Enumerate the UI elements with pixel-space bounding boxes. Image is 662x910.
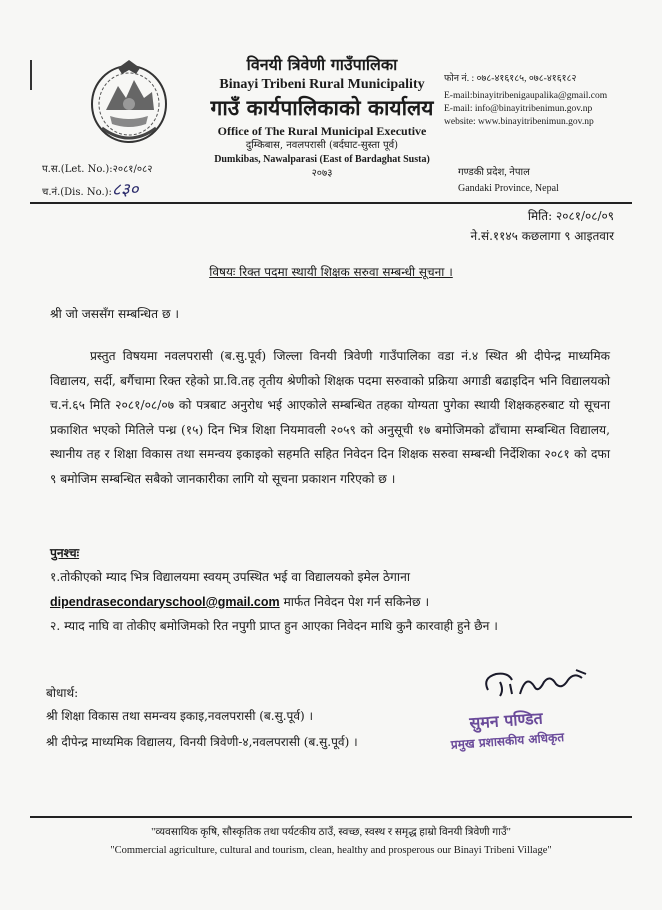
date-block: [471, 206, 614, 246]
province-np: गण्डकी प्रदेश, नेपाल: [458, 167, 530, 178]
office-name-en: Office of The Rural Municipal Executive: [217, 124, 427, 138]
email-primary: E-mail:binayitribenigaupalika@gmail.com: [444, 91, 608, 101]
dispatch-label: च.नं.(Dis. No.):: [42, 187, 112, 198]
item-1-text: १.तोकीएको म्याद भित्र विद्यालयमा स्वयम् उपस्थित भई वा विद्यालयको इमेल ठेगाना: [50, 570, 411, 584]
item-2: २. म्याद नाघि वा तोकीए बमोजिमको रित नपुगी प्राप्त हुन आएका निवेदन माथि कुनै कारवाही हुने छैन ।: [50, 619, 498, 633]
email-secondary: E-mail: info@binayitribenimun.gov.np: [444, 104, 593, 114]
school-email-link[interactable]: dipendrasecondaryschool@gmail.com: [50, 594, 280, 609]
letterhead-title: [192, 55, 452, 180]
subject-line: [0, 263, 662, 280]
margin-mark: [30, 60, 32, 90]
slogan-en: "Commercial agriculture, cultural and tourism, clean, healthy and prosperous our Binayi Tribeni Village": [110, 845, 552, 856]
footer-slogan: [0, 824, 662, 860]
notice-paragraph: प्रस्तुत विषयमा नवलपरासी (ब.सु.पूर्व) जिल्ला विनयी त्रिवेणी गाउँपालिका वडा नं.४ स्थित श्री दीपेन्द्र माध्यमिक विद्यालय, सर्दी, बर्गैचामा रिक्त रहेको प्रा.वि.तह तृतीय श्रेणीको शिक्षक पदमा सरुवाको प्रक्रिया अगाडी बढाइदिन भनि विद्यालयको च.नं.६५ मिति २०८१/०८/०७ को पत्रबाट अनुरोध भई आएकोले सम्बन्धित तहका योग्यता पुगेका स्थायी शिक्षकहरुबाट यो सूचना प्रकाशित भएको मितिले पन्ध्र (१५) दिन भित्र शिक्षा नियमावली २०५९ को अनुसूची १७ बमोजिमको ढाँचामा सम्बन्धित विद्यालय, स्थानीय तह र शिक्षा विकास तथा समन्वय इकाइको सहमति सहित निवेदन दिन शिक्षक सरुवा सम्बन्धी निर्देशिका २०८१ को दफा ९ बमोजिम सम्बन्धित सबैको जानकारीका लागि यो सूचना प्रकाशन गरिएको छ ।: [50, 349, 610, 486]
postscript-items: [50, 565, 610, 639]
phone-text: फोन नं. : ०७८-४१६१८५, ०७८-४१६१८२: [444, 74, 577, 84]
dispatch-number: [42, 180, 152, 203]
slogan-np: "व्यवसायिक कृषि, सौस्कृतिक तथा पर्यटकीय ठाउँ, स्वच्छ, स्वस्थ र समृद्ध हाम्रो विनयी त्रिवेणी गाउँ": [151, 827, 511, 838]
reference-numbers: [42, 160, 152, 203]
item-1-text-end: मार्फत निवेदन पेश गर्न सकिनेछ ।: [279, 594, 430, 609]
municipality-name-np: विनयी त्रिवेणी गाउँपालिका: [246, 55, 398, 74]
cc-item: श्री शिक्षा विकास तथा समन्वय इकाइ,नवलपरासी (ब.सु.पूर्व) ।: [46, 709, 314, 723]
province-en: Gandaki Province, Nepal: [458, 183, 559, 194]
item-1: [50, 565, 610, 614]
header-divider: [30, 202, 632, 204]
contact-info: [444, 73, 654, 129]
dispatch-value: ८३०: [111, 180, 139, 200]
established-year: २०७३: [311, 168, 333, 179]
cc-label: बोधार्थ:: [46, 686, 79, 700]
signatory-stamp: [449, 706, 565, 754]
website-text: website: www.binayitribenimun.gov.np: [444, 117, 594, 127]
subject-text: विषयः रिक्त पदमा स्थायी शिक्षक सरुवा सम्बन्धी सूचना ।: [209, 265, 453, 279]
cc-list: [46, 703, 358, 755]
date-bs: मिति: २०८१/०८/०९: [527, 209, 614, 223]
footer-divider: [30, 816, 632, 818]
letter-number: प.स.(Let. No.):२०८१/०८२: [42, 164, 153, 175]
province-info: [458, 165, 559, 197]
salutation: श्री जो जससँग सम्बन्धित छ ।: [50, 307, 180, 321]
municipality-name-en: Binayi Tribeni Rural Municipality: [219, 77, 425, 92]
address-np: दुम्किबास, नवलपरासी (बर्दघाट-सुस्ता पूर्व): [245, 140, 399, 151]
signature-icon: [478, 660, 598, 708]
signatory-name: सुमन पण्डित: [468, 708, 544, 733]
signatory-title: प्रमुख प्रशासकीय अधिकृत: [450, 730, 565, 752]
cc-item: श्री दीपेन्द्र माध्यमिक विद्यालय, विनयी त्रिवेणी-४,नवलपरासी (ब.सु.पूर्व) ।: [46, 735, 358, 749]
nepal-emblem-icon: [88, 58, 170, 146]
postscript-heading: पुनश्चः: [50, 546, 80, 560]
date-ns: ने.सं.११४५ कछलागा ९ आइतवार: [470, 229, 614, 243]
address-en: Dumkibas, Nawalparasi (East of Bardaghat Susta): [214, 154, 430, 165]
office-name-np: गाउँ कार्यपालिकाको कार्यालय: [210, 95, 434, 120]
